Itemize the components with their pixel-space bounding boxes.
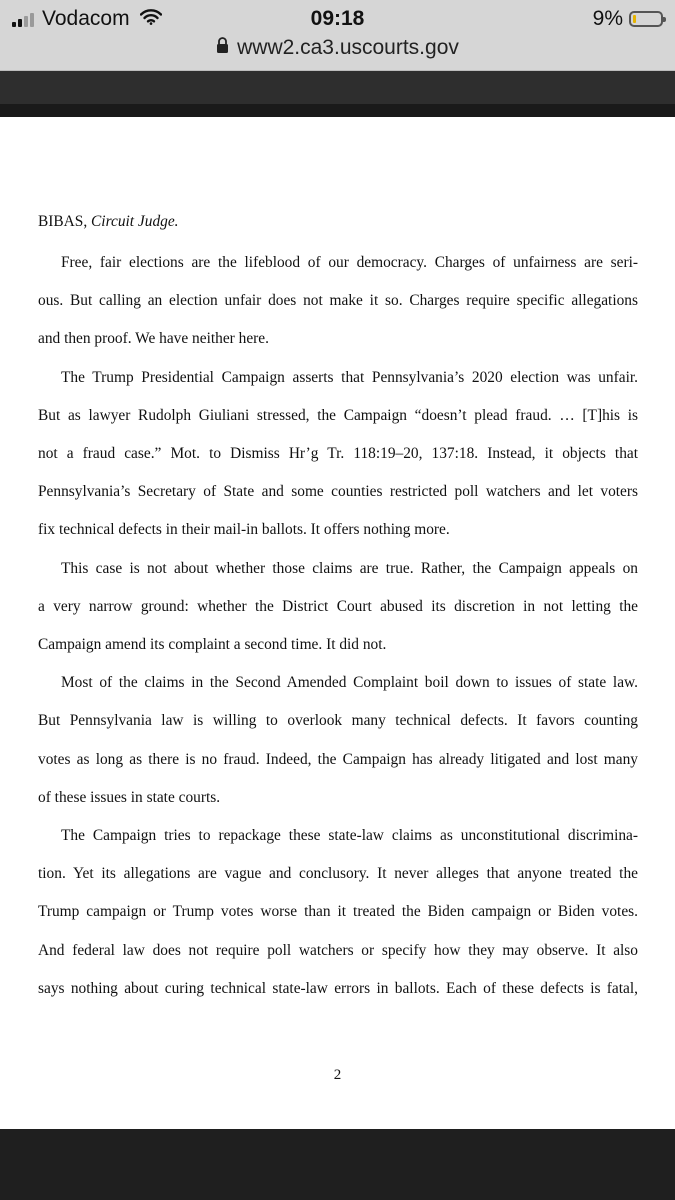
paragraph-line: But Pennsylvania law is willing to overlook many technical defects. It favors counting	[38, 712, 638, 730]
bottom-dark-area	[0, 1129, 675, 1200]
url-text: www2.ca3.uscourts.gov	[237, 36, 459, 59]
paragraph-line: ous. But calling an election unfair does not make it so. Charges require specific allegations	[38, 292, 638, 310]
paragraph-line: of these issues in state courts.	[38, 788, 221, 806]
status-bar	[0, 0, 675, 36]
paragraph-line: not a fraud case.” Mot. to Dismiss Hr’g Tr. 118:19–20, 137:18. Instead, it objects that	[38, 445, 638, 463]
judge-line	[38, 212, 638, 232]
battery-status	[593, 7, 663, 31]
lock-icon	[216, 36, 229, 60]
paragraph-line: Campaign amend its complaint a second time. It did not.	[38, 636, 387, 654]
paragraph-line: But as lawyer Rudolph Giuliani stressed, the Campaign “doesn’t plead fraud. … [T]his is	[38, 406, 638, 424]
top-bar	[0, 0, 675, 71]
paragraph-line: Free, fair elections are the lifeblood of our democracy. Charges of unfairness are seri-	[61, 254, 638, 271]
paragraph-line: The Campaign tries to repackage these state-law claims as unconstitutional discrimina-	[61, 827, 638, 845]
battery-icon	[629, 11, 663, 27]
document-page[interactable]	[0, 117, 675, 1129]
paragraph-list	[38, 244, 638, 1008]
paragraph-line: Most of the claims in the Second Amended Complaint boil down to issues of state law.	[61, 674, 638, 692]
paragraph	[38, 244, 638, 359]
battery-percent: 9%	[592, 7, 623, 30]
carrier-name: Vodacom	[42, 7, 130, 30]
paragraph-line: says nothing about curing technical state-law errors in ballots. Each of these defects is fatal,	[38, 979, 638, 997]
paragraph-line: The Trump Presidential Campaign asserts that Pennsylvania’s 2020 election was unfair.	[61, 368, 638, 386]
judge-title: Circuit Judge.	[91, 213, 179, 230]
paragraph	[38, 664, 638, 817]
opinion-text	[38, 212, 638, 1008]
address-bar[interactable]	[0, 36, 675, 66]
pdf-toolbar-strip	[0, 71, 675, 104]
paragraph-line: And federal law does not require poll watchers or specify how they may observe. It also	[38, 941, 638, 959]
paragraph-line: Trump campaign or Trump votes worse than it treated the Biden campaign or Biden votes.	[38, 903, 638, 921]
paragraph	[38, 817, 638, 1008]
paragraph-line: votes as long as there is no fraud. Indeed, the Campaign has already litigated and lost many	[38, 750, 638, 768]
paragraph-line: tion. Yet its allegations are vague and conclusory. It never alleges that anyone treated the	[38, 865, 638, 883]
clock: 09:18	[310, 7, 365, 30]
paragraph	[38, 550, 638, 665]
page-number: 2	[333, 1067, 342, 1083]
paragraph-line: Pennsylvania’s Secretary of State and some counties restricted poll watchers and let voters	[38, 483, 638, 501]
paragraph	[38, 359, 638, 550]
paragraph-line: and then proof. We have neither here.	[38, 330, 269, 348]
paragraph-line: This case is not about whether those claims are true. Rather, the Campaign appeals on	[61, 559, 638, 577]
judge-name: BIBAS,	[38, 213, 88, 230]
paragraph-line: a very narrow ground: whether the District Court abused its discretion in not letting the	[38, 597, 638, 615]
paragraph-line: fix technical defects in their mail-in ballots. It offers nothing more.	[38, 521, 450, 539]
